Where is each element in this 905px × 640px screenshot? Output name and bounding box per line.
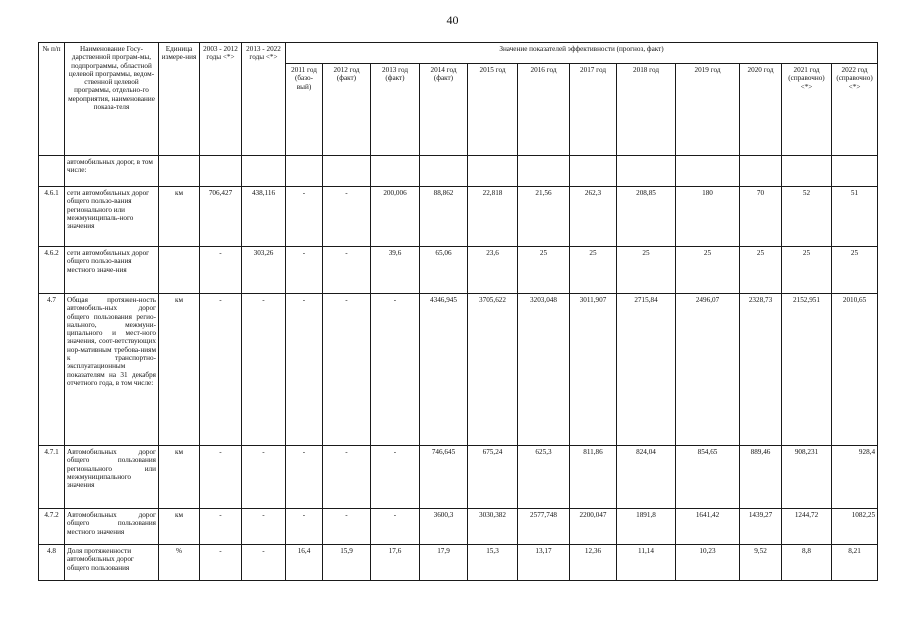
row-value: 2577,748	[518, 509, 570, 545]
row-value: 2328,73	[740, 294, 782, 446]
row-number	[39, 156, 65, 187]
row-value: 13,17	[518, 545, 570, 581]
row-value	[468, 156, 518, 187]
header-year: 2018 год	[617, 64, 676, 156]
row-value: 1082,25	[832, 509, 878, 545]
header-number: № п/п	[39, 43, 65, 156]
row-name: Автомобильных дорог общего пользования местного значения	[65, 509, 159, 545]
row-name: сети автомобильных дорог общего пользо-вания регионального или межмуниципаль-ного значения	[65, 187, 159, 247]
row-value: 52	[782, 187, 832, 247]
row-value: 8,21	[832, 545, 878, 581]
row-value: 180	[676, 187, 740, 247]
table-row	[39, 187, 878, 247]
row-value: -	[286, 187, 323, 247]
row-value: -	[323, 509, 371, 545]
row-value	[782, 156, 832, 187]
row-value: 200,006	[371, 187, 420, 247]
row-period-2003-2012: 706,427	[200, 187, 242, 247]
table-row	[39, 156, 878, 187]
row-period-2003-2012: -	[200, 247, 242, 294]
row-value	[518, 156, 570, 187]
header-unit: Единица измере-ния	[159, 43, 200, 156]
header-name: Наименование Госу-дарственной програм-мы, подпрограммы, областной целевой программы, ведом-ственной целевой программы, отдельно-го мероприятия, наименование показа-теля	[65, 43, 159, 156]
header-year: 2022 год (справочно) <*>	[832, 64, 878, 156]
row-value: 15,3	[468, 545, 518, 581]
header-period-2013-2022: 2013 - 2022 годы <*>	[242, 43, 286, 156]
row-value: -	[286, 509, 323, 545]
row-name: Автомобильных дорог общего пользования регионального или межмуниципального значения	[65, 446, 159, 509]
row-value: 51	[832, 187, 878, 247]
row-value: 4346,945	[420, 294, 468, 446]
row-period-2003-2012	[200, 156, 242, 187]
row-value: -	[323, 187, 371, 247]
row-number: 4.7	[39, 294, 65, 446]
table-row	[39, 446, 878, 509]
row-value: 17,6	[371, 545, 420, 581]
header-year: 2016 год	[518, 64, 570, 156]
row-value: 39,6	[371, 247, 420, 294]
row-value	[617, 156, 676, 187]
row-value: -	[371, 294, 420, 446]
row-value: 88,862	[420, 187, 468, 247]
row-period-2003-2012: -	[200, 509, 242, 545]
row-value: 8,8	[782, 545, 832, 581]
row-value: 3011,907	[570, 294, 617, 446]
row-value	[323, 156, 371, 187]
row-value: 3030,382	[468, 509, 518, 545]
row-value	[570, 156, 617, 187]
row-name: Общая протяжен-ность автомобиль-ных дорог общего пользования регио-нального, межмуни-ципального и мест-ного значения, соот-ветствующих нор-мативным требова-ниям к транспортно-эксплуатационным показателям на 31 декабря отчетного года, в том числе:	[65, 294, 159, 446]
table-row	[39, 294, 878, 446]
row-value: 1891,8	[617, 509, 676, 545]
row-value: 2010,65	[832, 294, 878, 446]
row-unit: км	[159, 509, 200, 545]
row-period-2013-2022: -	[242, 545, 286, 581]
row-period-2003-2012: -	[200, 294, 242, 446]
page-number: 40	[446, 13, 459, 27]
table-row	[39, 509, 878, 545]
header-year: 2012 год (факт)	[323, 64, 371, 156]
row-number: 4.6.1	[39, 187, 65, 247]
row-unit: км	[159, 294, 200, 446]
row-period-2003-2012: -	[200, 545, 242, 581]
header-year: 2020 год	[740, 64, 782, 156]
row-value: 3600,3	[420, 509, 468, 545]
row-unit: %	[159, 545, 200, 581]
row-value: 208,85	[617, 187, 676, 247]
row-value: 9,52	[740, 545, 782, 581]
row-value: 25	[518, 247, 570, 294]
row-value: 70	[740, 187, 782, 247]
row-value	[371, 156, 420, 187]
row-unit	[159, 156, 200, 187]
row-value: 889,46	[740, 446, 782, 509]
row-value: 23,6	[468, 247, 518, 294]
row-value: 17,9	[420, 545, 468, 581]
row-value: 1439,27	[740, 509, 782, 545]
row-value: 10,23	[676, 545, 740, 581]
row-value: 746,645	[420, 446, 468, 509]
row-value: 25	[617, 247, 676, 294]
row-value: -	[286, 247, 323, 294]
row-value: 25	[782, 247, 832, 294]
row-value	[420, 156, 468, 187]
row-value: 675,24	[468, 446, 518, 509]
row-period-2013-2022: 303,26	[242, 247, 286, 294]
row-period-2013-2022: -	[242, 509, 286, 545]
row-name: сети автомобильных дорог общего пользо-вания местного значе-ния	[65, 247, 159, 294]
row-value: 2715,84	[617, 294, 676, 446]
row-value: 928,4	[832, 446, 878, 509]
row-unit: км	[159, 446, 200, 509]
row-number: 4.7.2	[39, 509, 65, 545]
row-value: 3705,622	[468, 294, 518, 446]
row-value: 25	[570, 247, 617, 294]
row-value: 2496,07	[676, 294, 740, 446]
table-row	[39, 545, 878, 581]
row-value: 16,4	[286, 545, 323, 581]
row-number: 4.7.1	[39, 446, 65, 509]
row-value: 1244,72	[782, 509, 832, 545]
row-value: 262,3	[570, 187, 617, 247]
row-value: 12,36	[570, 545, 617, 581]
row-name: автомобильных дорог, в том числе:	[65, 156, 159, 187]
row-unit	[159, 247, 200, 294]
row-value: 25	[676, 247, 740, 294]
row-period-2013-2022: 438,116	[242, 187, 286, 247]
row-period-2003-2012: -	[200, 446, 242, 509]
header-indicator-values: Значение показателей эффективности (прогноз, факт)	[286, 43, 878, 64]
row-value: -	[323, 247, 371, 294]
row-name: Доля протяженности автомобильных дорог общего пользования	[65, 545, 159, 581]
row-value: 25	[740, 247, 782, 294]
row-value: 625,3	[518, 446, 570, 509]
row-value: 824,04	[617, 446, 676, 509]
header-year: 2017 год	[570, 64, 617, 156]
row-value: 65,06	[420, 247, 468, 294]
row-value: -	[371, 446, 420, 509]
row-value	[286, 156, 323, 187]
row-number: 4.6.2	[39, 247, 65, 294]
row-value: 15,9	[323, 545, 371, 581]
row-value: 1641,42	[676, 509, 740, 545]
row-value: 25	[832, 247, 878, 294]
row-value: 11,14	[617, 545, 676, 581]
row-value: -	[323, 446, 371, 509]
row-value: 854,65	[676, 446, 740, 509]
header-period-2003-2012: 2003 - 2012 годы <*>	[200, 43, 242, 156]
indicators-table	[38, 42, 878, 581]
row-value: 21,56	[518, 187, 570, 247]
row-value	[832, 156, 878, 187]
row-number: 4.8	[39, 545, 65, 581]
row-period-2013-2022: -	[242, 294, 286, 446]
row-value: 908,231	[782, 446, 832, 509]
header-year: 2015 год	[468, 64, 518, 156]
header-year: 2021 год (справочно) <*>	[782, 64, 832, 156]
row-value	[676, 156, 740, 187]
table-row	[39, 247, 878, 294]
row-value: -	[286, 294, 323, 446]
header-year: 2014 год (факт)	[420, 64, 468, 156]
row-unit: км	[159, 187, 200, 247]
row-value: 22,818	[468, 187, 518, 247]
row-period-2013-2022: -	[242, 446, 286, 509]
row-value: 811,86	[570, 446, 617, 509]
row-period-2013-2022	[242, 156, 286, 187]
row-value	[740, 156, 782, 187]
header-year: 2011 год (базо-вый)	[286, 64, 323, 156]
row-value: 2200,047	[570, 509, 617, 545]
row-value: -	[323, 294, 371, 446]
row-value: -	[286, 446, 323, 509]
row-value: -	[371, 509, 420, 545]
row-value: 2152,951	[782, 294, 832, 446]
header-year: 2019 год	[676, 64, 740, 156]
header-year: 2013 год (факт)	[371, 64, 420, 156]
row-value: 3203,048	[518, 294, 570, 446]
